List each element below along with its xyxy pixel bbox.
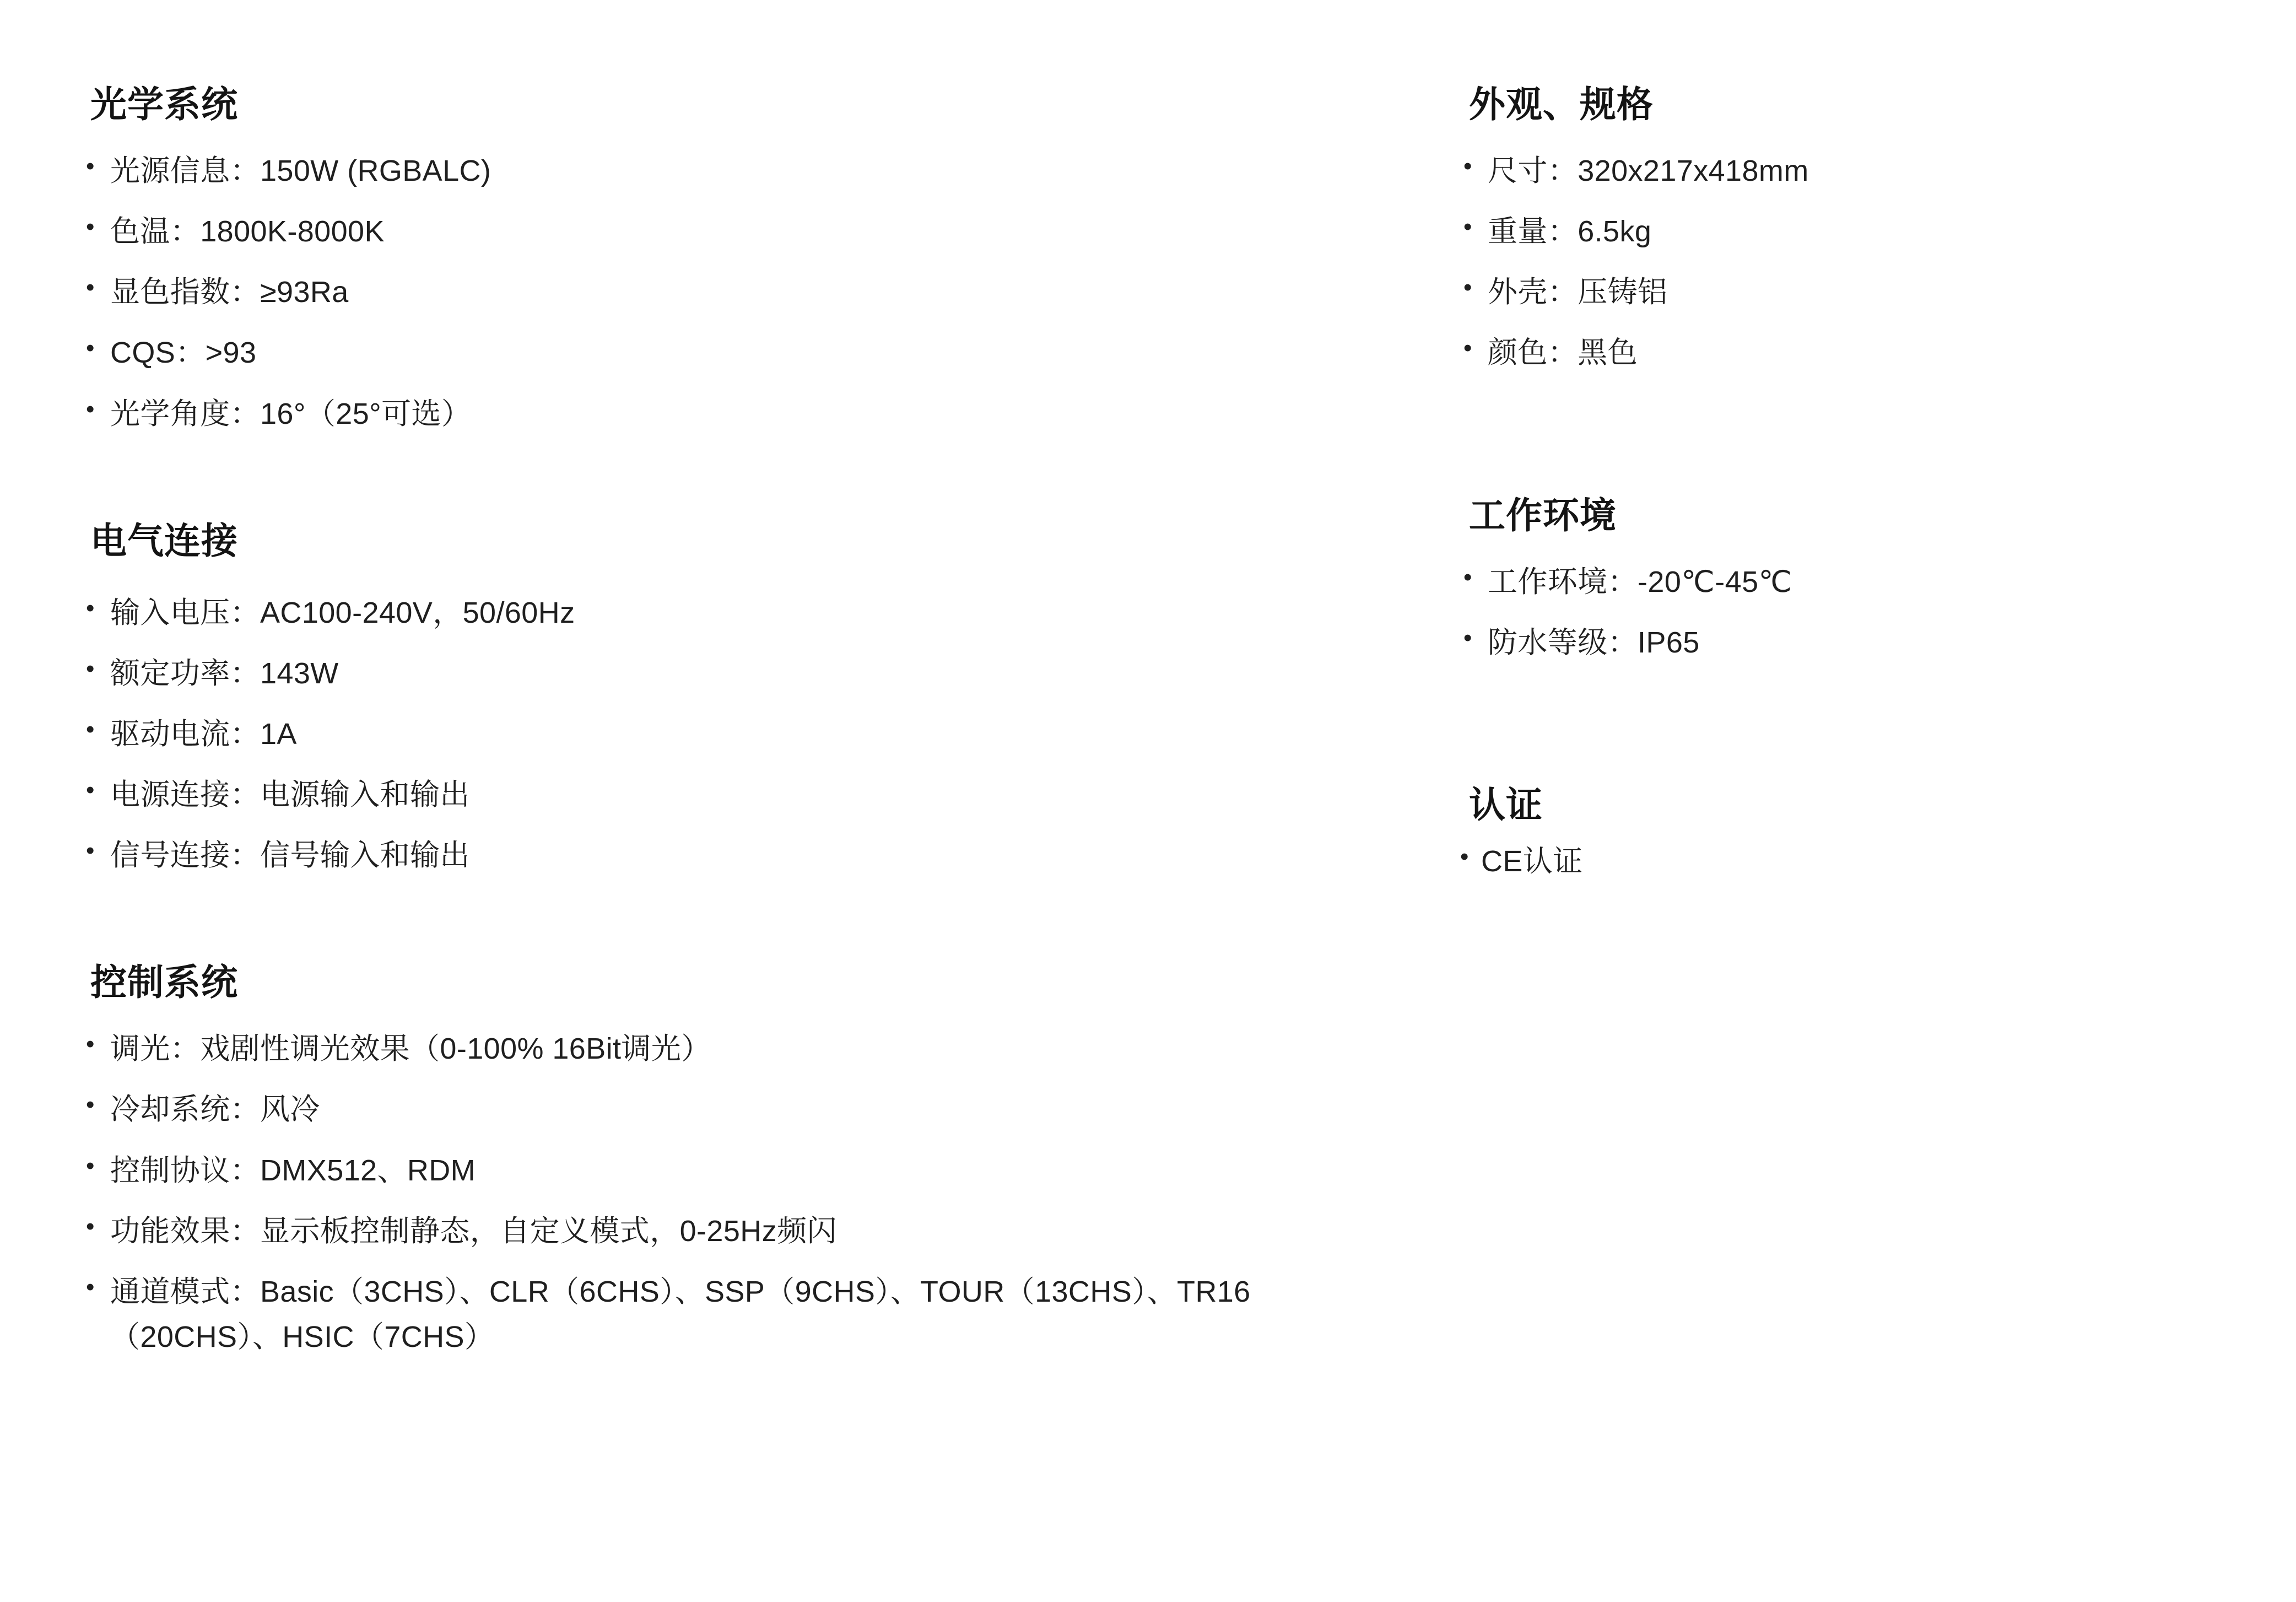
spec-text: • 光学角度：16°（25°可选） — [110, 397, 472, 430]
spec-text: • 重量：6.5kg — [1488, 215, 1652, 249]
spec-text: • 驱动电流：1A — [110, 717, 297, 751]
left-column — [83, 83, 1405, 1442]
list-item — [83, 1026, 1405, 1071]
spec-text: • 调光：戏剧性调光效果（0-100% 16Bit调光） — [110, 1032, 711, 1066]
right-column — [1405, 83, 2202, 967]
list-item — [83, 711, 1405, 757]
spec-list-control-system — [83, 1026, 1405, 1359]
section-title-control-system: 控制系统 — [90, 962, 238, 1003]
spec-text: • 尺寸：320x217x418mm — [1488, 154, 1809, 188]
section-working-environment — [1460, 494, 2202, 665]
list-item — [1460, 620, 2202, 665]
spec-text: • 信号连接：信号输入和输出 — [110, 839, 470, 872]
list-item — [83, 1148, 1405, 1193]
two-column-layout — [83, 83, 2202, 1442]
list-item — [83, 1209, 1405, 1254]
section-appearance-spec — [1460, 83, 2202, 376]
list-item — [83, 1269, 1405, 1360]
spec-text: • CE认证 — [1481, 845, 1583, 878]
section-certification — [1460, 783, 2202, 884]
spec-list-electrical-connection — [83, 590, 1405, 878]
section-electrical-connection — [83, 519, 1405, 878]
spec-text: • 额定功率：143W — [110, 656, 339, 690]
spec-text: • CQS：>93 — [110, 336, 257, 370]
spec-text: • 输入电压：AC100-240V，50/60Hz — [110, 596, 575, 629]
spec-text: • 光源信息：150W (RGBALC) — [110, 154, 491, 188]
spec-text: • 工作环境：-20℃-45℃ — [1488, 565, 1792, 598]
list-item — [83, 269, 1405, 315]
section-title-certification: 认证 — [1469, 784, 1543, 825]
spec-text: • 功能效果：显示板控制静态，自定义模式，0-25Hz频闪 — [110, 1214, 837, 1248]
spec-list-working-environment — [1460, 559, 2202, 665]
spec-text: • 颜色：黑色 — [1488, 336, 1638, 370]
list-item — [83, 651, 1405, 696]
spec-list-optical-system — [83, 148, 1405, 436]
spec-text: • 电源连接：电源输入和输出 — [110, 778, 470, 811]
section-optical-system — [83, 83, 1405, 436]
spec-text: • 外壳：压铸铝 — [1488, 276, 1668, 309]
list-item — [1460, 269, 2202, 315]
spec-list-appearance-spec — [1460, 148, 2202, 375]
spec-text: • 防水等级：IP65 — [1488, 625, 1700, 659]
list-item — [1460, 839, 2202, 884]
list-item — [83, 148, 1405, 193]
section-title-working-environment: 工作环境 — [1469, 494, 1617, 536]
list-item — [83, 1087, 1405, 1132]
list-item — [83, 391, 1405, 436]
spec-text: • 通道模式：Basic（3CHS）、CLR（6CHS）、SSP（9CHS）、TOUR（13CHS）、TR16（20CHS）、HSIC（7CHS） — [110, 1275, 1251, 1353]
list-item — [1460, 209, 2202, 254]
spec-text: • 冷却系统：风冷 — [110, 1093, 320, 1126]
list-item — [1460, 148, 2202, 193]
list-item — [83, 330, 1405, 375]
list-item — [83, 833, 1405, 878]
section-title-optical-system: 光学系统 — [90, 84, 238, 125]
section-title-appearance-spec: 外观、规格 — [1469, 84, 1654, 125]
spec-text: • 控制协议：DMX512、RDM — [110, 1153, 476, 1187]
list-item — [1460, 330, 2202, 375]
list-item — [83, 209, 1405, 254]
section-title-electrical-connection: 电气连接 — [90, 520, 238, 561]
list-item — [83, 590, 1405, 635]
list-item — [83, 772, 1405, 817]
spec-text: • 色温：1800K-8000K — [110, 215, 385, 249]
spec-list-certification — [1460, 839, 2202, 884]
list-item — [1460, 559, 2202, 605]
section-control-system — [83, 961, 1405, 1360]
spec-text: • 显色指数：≥93Ra — [110, 276, 349, 309]
